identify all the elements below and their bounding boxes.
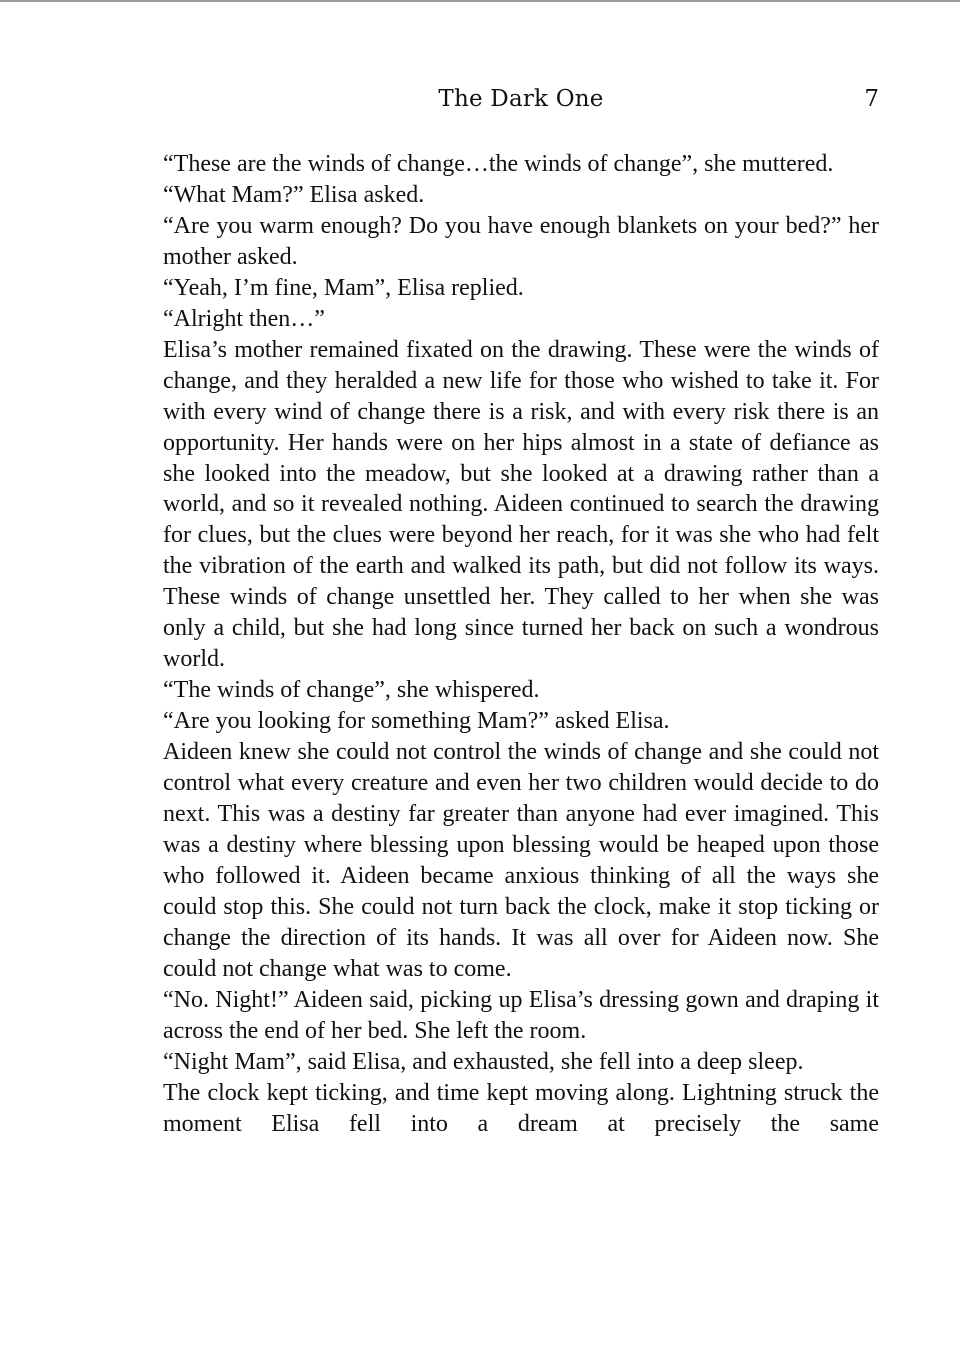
paragraph: Aideen knew she could not control the winds of change and she could not control what every creature and even her two children would decide to do next. This was a destiny far greater than anyone had ever imagined. This was a destiny where blessing upon blessing would be heaped upon those who followed it. Aideen became anxious thinking of all the ways she could stop this. She could not turn back the clock, make it stop ticking or change the direction of its hands. It was all over for Aideen now. She could not change what was to come. <box>163 739 879 982</box>
running-header <box>163 84 879 118</box>
paragraph: “What Mam?” Elisa asked. <box>163 181 425 208</box>
page-number: 7 <box>864 86 879 112</box>
book-page <box>163 84 879 1140</box>
paragraph: “Alright then…” <box>163 305 325 332</box>
paragraph: “Yeah, I’m fine, Mam”, Elisa replied. <box>163 274 524 301</box>
paragraph: “These are the winds of change…the winds of change”, she muttered. <box>163 151 834 177</box>
body-text <box>163 149 879 1140</box>
paragraph-continued: The clock kept ticking, and time kept moving along. Lightning struck the moment Elisa fell into a dream at precisely the same <box>163 1079 879 1137</box>
paragraph: “Night Mam”, said Elisa, and exhausted, she fell into a deep sleep. <box>163 1048 804 1075</box>
running-title: The Dark One <box>438 86 604 112</box>
paragraph: “No. Night!” Aideen said, picking up Elisa’s dressing gown and draping it across the end of her bed. She left the room. <box>163 986 879 1044</box>
paragraph: “Are you warm enough? Do you have enough blankets on your bed?” her mother asked. <box>163 212 879 270</box>
paragraph: “Are you looking for something Mam?” asked Elisa. <box>163 708 670 735</box>
paragraph: Elisa’s mother remained fixated on the drawing. These were the winds of change, and they heralded a new life for those who wished to take it. For with every wind of change there is a risk, and with every risk there is an opportunity. Her hands were on her hips almost in a state of defiance as she looked into the meadow, but she looked at a drawing rather than a world, and so it revealed nothing. Aideen continued to search the drawing for clues, but the clues were beyond her reach, for it was she who had felt the vibration of the earth and walked its path, but did not follow its ways. These winds of change unsettled her. They called to her when she was only a child, but she had long since turned her back on such a wondrous world. <box>163 336 879 673</box>
paragraph: “The winds of change”, she whispered. <box>163 677 540 704</box>
page-top-border <box>0 0 960 2</box>
